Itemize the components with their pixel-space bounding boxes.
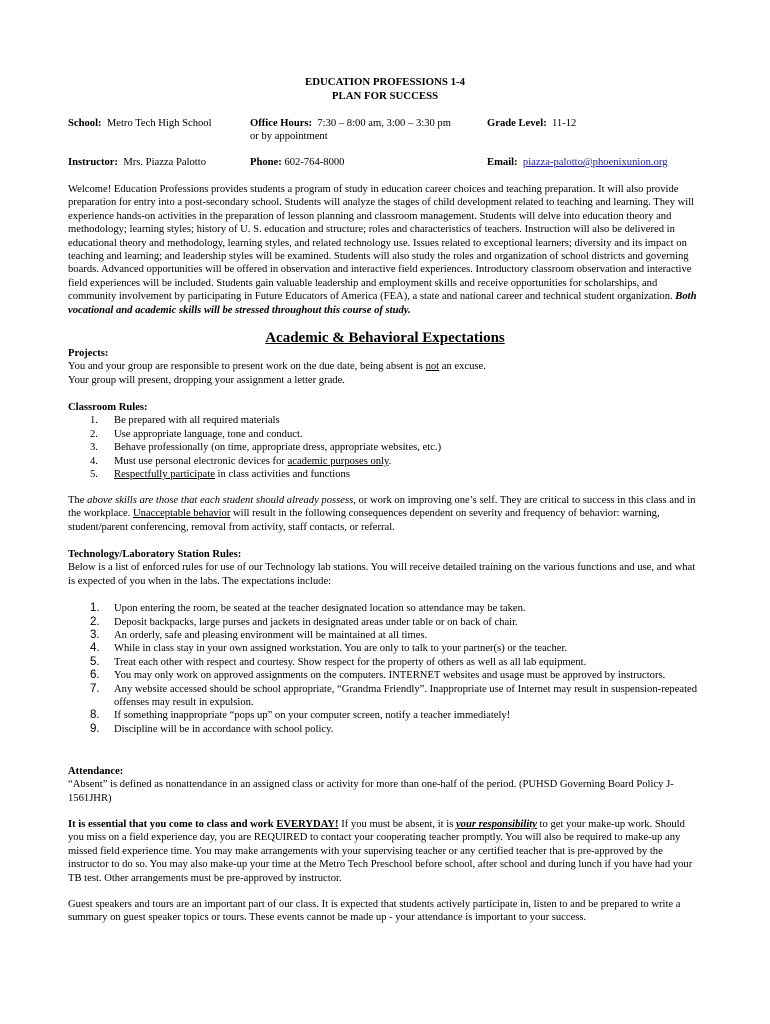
rule-number: 7. <box>90 682 100 695</box>
phone-info <box>250 156 344 169</box>
instructor-label: Instructor: <box>68 157 119 168</box>
rule-number: 4. <box>90 455 98 467</box>
rule-text: Use appropriate language, tone and conduct. <box>114 428 303 440</box>
list-item <box>68 629 702 642</box>
guest-paragraph: Guest speakers and tours are an important part of our class. It is expected that students actively participate in, listen to and be prepared to write a summary on guest speaker topics or tours. These events cannot be made up - your attendance is important to your success. <box>68 899 681 924</box>
email-info <box>487 156 668 169</box>
list-item <box>68 642 702 655</box>
essential-paragraph <box>68 818 702 885</box>
projects-title: Projects: <box>68 348 109 359</box>
plan-title: PLAN FOR SUCCESS <box>331 90 439 102</box>
list-item <box>68 723 702 736</box>
attendance-text: “Absent” is defined as nonattendance in an assigned class or activity for more than one-half of the period. (PUHSD Governing Board Policy J-1561JHR) <box>68 779 674 804</box>
list-item <box>68 455 708 468</box>
list-item <box>68 709 702 722</box>
rule-number: 6. <box>90 669 100 682</box>
rule-text: Any website accessed should be school appropriate, “Grandma Friendly”. Inappropriate use of Internet may result in suspension-repeated offenses may result in expulsion. <box>114 683 698 709</box>
rule-text: Must use personal electronic devices for <box>114 455 288 467</box>
skills-text-b: , or work on improving one’s self. They are critical to success in this class and in the workplace. <box>68 495 696 520</box>
list-item <box>68 414 708 427</box>
list-item <box>68 468 708 481</box>
attendance-section <box>68 765 702 805</box>
instructor-info <box>68 156 206 169</box>
projects-not: not <box>425 361 440 373</box>
projects-line-1-end: an excuse. <box>439 361 486 373</box>
classroom-rules-section <box>68 401 708 481</box>
phone-value: 602-764-8000 <box>284 157 345 168</box>
rule-text-end: in class activities and functions <box>214 469 350 481</box>
rule-text: Discipline will be in accordance with school policy. <box>114 723 334 735</box>
projects-section <box>68 347 708 387</box>
skills-paragraph <box>68 494 702 534</box>
rule-number: 5. <box>90 469 98 481</box>
classroom-rules-title: Classroom Rules: <box>68 402 148 413</box>
rule-text: Treat each other with respect and courtesy. Show respect for the property of others as well as all lab equipment. <box>114 656 587 668</box>
rule-number: 9. <box>90 722 100 735</box>
rule-number: 4. <box>90 642 100 655</box>
grade-info <box>487 117 576 130</box>
school-info <box>68 117 212 130</box>
your-responsibility: your responsibility <box>455 819 537 830</box>
section-title: Academic & Behavioral Expectations <box>265 330 505 346</box>
skills-text-c: will result in the following consequences dependent on severity and frequency of behavior: warning, student/parent conferencing, removal from activity, staff contacts, or referral. <box>68 508 660 533</box>
rule-text: If something inappropriate “pops up” on your computer screen, notify a teacher immediately! <box>114 710 511 722</box>
projects-line-2: Your group will present, dropping your assignment a letter grade. <box>68 374 345 386</box>
office-hours-info <box>250 117 490 144</box>
skills-text-a: The <box>68 495 88 506</box>
rule-number: 2. <box>90 428 98 440</box>
projects-line-1-text: You and your group are responsible to present work on the due date, being absent is <box>68 361 426 373</box>
list-item <box>68 616 702 629</box>
list-item <box>68 669 702 682</box>
rule-number: 1. <box>90 415 98 427</box>
instructor-value: Mrs. Piazza Palotto <box>123 157 206 168</box>
rule-number: 1. <box>90 602 100 615</box>
tech-rules-title: Technology/Laboratory Station Rules: <box>68 549 242 560</box>
intro-emphasis: Both vocational and academic skills will be stressed throughout this course of study. <box>68 291 697 316</box>
rule-number: 2. <box>90 615 100 628</box>
skills-italic: above skills are those that each student should already possess <box>87 495 354 506</box>
rule-text-underlined: Respectfully participate <box>114 469 215 481</box>
list-item <box>68 656 702 669</box>
rule-text: Upon entering the room, be seated at the teacher designated location so attendance may be taken. <box>114 603 526 615</box>
email-label: Email: <box>487 157 518 168</box>
rule-text: Behave professionally (on time, appropriate dress, appropriate websites, etc.) <box>114 442 442 454</box>
rule-text: An orderly, safe and pleasing environment will be maintained at all times. <box>114 630 428 642</box>
unacceptable-behavior: Unacceptable behavior <box>133 508 231 520</box>
list-item <box>68 441 708 454</box>
grade-value: 11-12 <box>552 118 577 129</box>
intro-text: Welcome! Education Professions provides students a program of study in education career choices and teaching preparation. It will also provide preparation for entry into a post-secondary school. Students will analyze the stages of child development related to teaching and learning. They will experience hands-on activities in the preparation of lesson planning and classroom management. Students will delve into education theory and methodology; learning styles; history of U. S. education and structure; roles and characteristics of teachers. Instruction will also be delivered in educational theory and methodology, learning styles, and related technology use. Issues related to exceptional learners; diversity and its impact on teaching and learning; and leadership styles will be examined. Students will also study the roles and organization of school districts and governing boards. Advanced opportunities will be offered in observation and interactive field experiences. Introductory classroom observation and interactive field experiences will be included. Students gain valuable leadership and employment skills and receive opportunities for scholarships, and community involvement by participating in Future Educators of America (FEA), a state and national career and technical student organization. <box>68 184 695 303</box>
rule-text: While in class stay in your own assigned workstation. You are only to talk to your partner(s) or the teacher. <box>114 643 568 655</box>
rule-text-end: . <box>388 455 392 467</box>
tech-rules-section <box>68 548 702 736</box>
school-label: School: <box>68 118 102 129</box>
rule-text: Deposit backpacks, large purses and jackets in designated areas under table or on back of chair. <box>114 616 518 628</box>
rule-text: You may only work on approved assignments on the computers. INTERNET websites and usage must be approved by instructors. <box>114 670 666 682</box>
office-hours-value: 7:30 – 8:00 am, 3:00 – 3:30 pm <box>317 118 451 129</box>
essential-text-a: If you must be absent, it is <box>338 819 456 830</box>
rule-number: 3. <box>90 629 100 642</box>
tech-rules-list <box>68 602 702 736</box>
intro-paragraph <box>68 183 702 317</box>
essential-bold: It is essential that you come to class and work <box>68 819 277 830</box>
school-value: Metro Tech High School <box>106 118 212 129</box>
document-heading <box>0 75 770 103</box>
projects-line-1 <box>68 360 708 373</box>
attendance-title: Attendance: <box>68 766 124 777</box>
course-title: EDUCATION PROFESSIONS 1-4 <box>305 76 465 88</box>
rule-text-underlined: academic purposes only <box>287 455 389 467</box>
list-item <box>68 683 702 710</box>
rule-text: Be prepared with all required materials <box>114 415 280 427</box>
rule-number: 8. <box>90 709 100 722</box>
classroom-rules-list <box>68 414 708 481</box>
phone-label: Phone: <box>250 157 282 168</box>
list-item <box>68 602 702 615</box>
rule-number: 5. <box>90 655 100 668</box>
list-item <box>68 428 708 441</box>
tech-rules-intro: Below is a list of enforced rules for use of our Technology lab stations. You will receive detailed training on the various functions and use, and what is expected of you when in the labs. The expectations include: <box>68 562 696 587</box>
office-hours-appointment: or by appointment <box>250 131 328 143</box>
rule-number: 3. <box>90 442 98 454</box>
email-link[interactable]: piazza-palotto@phoenixunion.org <box>522 157 668 168</box>
everyday-emphasis: EVERYDAY! <box>276 819 339 830</box>
grade-label: Grade Level: <box>487 118 547 129</box>
essential-text-b: to get your make-up work. Should you miss on a field experience day, you are REQUIRED to contact your cooperating teacher promptly. You will also be required to make-up any missed field experience time. You may make arrangements with your supervising teacher or any certified teacher that is pre-approved by the instructor to do so. You may also make-up your time at the Metro Tech Preschool before school, after school and during lunch if you have had your TB test. Other arrangements must be pre-approved by instructor. <box>68 819 693 884</box>
office-hours-label: Office Hours: <box>250 118 313 129</box>
